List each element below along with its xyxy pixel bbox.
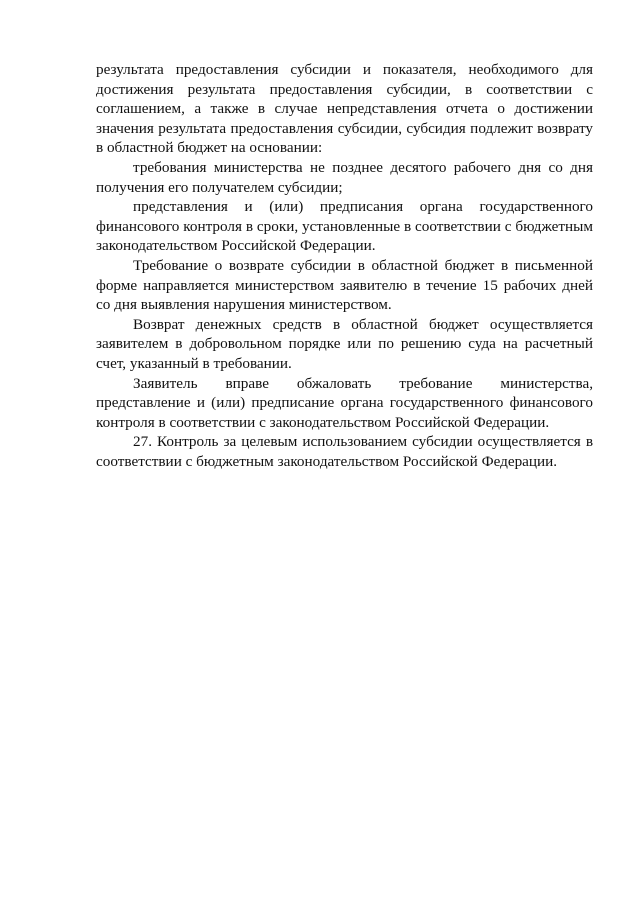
paragraph-refund-procedure: Возврат денежных средств в областной бюджет осуществляется заявителем в добровольном порядке или по решению суда на расчетный счет, указанный в требовании. (96, 315, 593, 372)
document-page (96, 60, 593, 471)
paragraph-appeal-right: Заявитель вправе обжаловать требование министерства, представление и (или) предписание органа государственного финансового контроля в соответствии с законодательством Российской Федерации. (96, 374, 593, 431)
paragraph-continuation: результата предоставления субсидии и показателя, необходимого для достижения результата предоставления субсидии, в соответствии с соглашением, а также в случае непредставления отчета о достижении значения результата предоставления субсидии, субсидия подлежит возврату в областной бюджет на основании: (96, 61, 593, 157)
paragraph-clause-27: 27. Контроль за целевым использованием субсидии осуществляется в соответствии с бюджетным законодательством Российской Федерации. (96, 433, 593, 470)
paragraph-ministry-requirement: требования министерства не позднее десятого рабочего дня со дня получения его получателем субсидии; (96, 158, 593, 196)
paragraph-financial-control: представления и (или) предписания органа государственного финансового контроля в сроки, установленные в соответствии с бюджетным законодательством Российской Федерации. (96, 198, 593, 255)
paragraph-refund-demand: Требование о возврате субсидии в областной бюджет в письменной форме направляется министерством заявителю в течение 15 рабочих дней со дня выявления нарушения министерством. (96, 256, 593, 314)
